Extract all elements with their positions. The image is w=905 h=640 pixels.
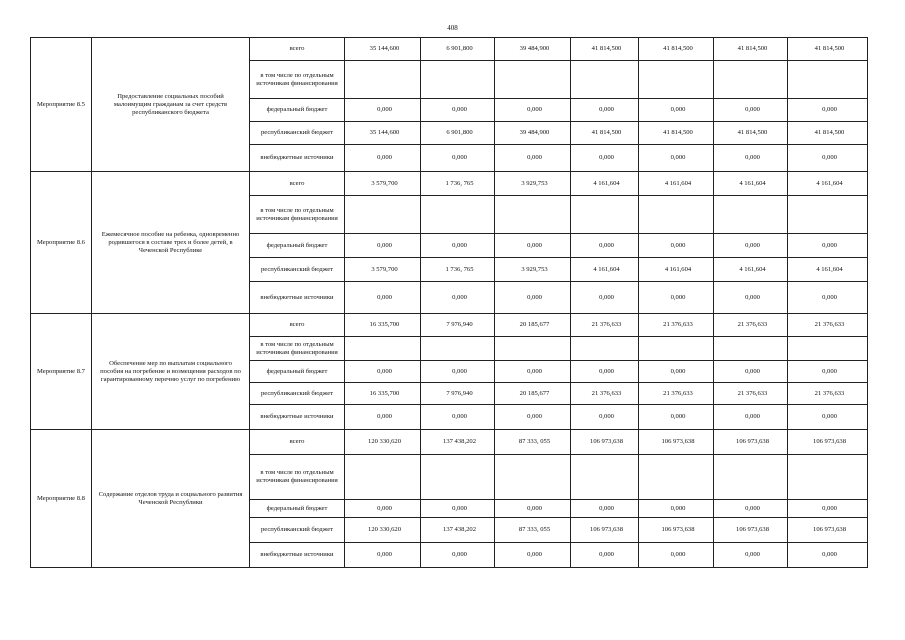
amount-cell: 0,000 [714, 405, 788, 430]
amount-cell [788, 196, 868, 234]
funding-source-label: в том числе по отдельным источникам финансирования [250, 61, 345, 99]
amount-cell: 106 973,638 [788, 430, 868, 455]
amount-cell: 87 333, 055 [495, 518, 571, 543]
amount-cell: 0,000 [639, 543, 714, 568]
funding-source-label: всего [250, 314, 345, 337]
total-row [31, 38, 868, 61]
amount-cell: 0,000 [421, 405, 495, 430]
amount-cell: 0,000 [421, 543, 495, 568]
amount-cell: 0,000 [345, 543, 421, 568]
amount-cell: 4 161,604 [639, 172, 714, 196]
amount-cell: 0,000 [495, 361, 571, 383]
funding-source-label: всего [250, 38, 345, 61]
amount-cell: 0,000 [571, 543, 639, 568]
amount-cell [421, 337, 495, 361]
funding-source-label: в том числе по отдельным источникам финансирования [250, 196, 345, 234]
amount-cell: 20 185,677 [495, 314, 571, 337]
amount-cell [788, 455, 868, 500]
amount-cell: 0,000 [571, 405, 639, 430]
amount-cell: 120 330,620 [345, 518, 421, 543]
funding-source-label: республиканский бюджет [250, 122, 345, 145]
amount-cell: 0,000 [421, 361, 495, 383]
amount-cell: 120 330,620 [345, 430, 421, 455]
total-row [31, 314, 868, 337]
amount-cell: 0,000 [788, 145, 868, 172]
amount-cell: 21 376,633 [788, 383, 868, 405]
amount-cell: 87 333, 055 [495, 430, 571, 455]
amount-cell: 0,000 [639, 145, 714, 172]
amount-cell: 41 814,500 [714, 38, 788, 61]
amount-cell: 16 335,700 [345, 314, 421, 337]
amount-cell: 6 901,800 [421, 38, 495, 61]
amount-cell: 0,000 [345, 282, 421, 314]
amount-cell: 21 376,633 [571, 314, 639, 337]
amount-cell: 0,000 [788, 282, 868, 314]
amount-cell: 106 973,638 [639, 518, 714, 543]
amount-cell: 41 814,500 [788, 122, 868, 145]
amount-cell: 0,000 [571, 99, 639, 122]
amount-cell: 35 144,600 [345, 38, 421, 61]
amount-cell: 0,000 [345, 500, 421, 518]
amount-cell [714, 61, 788, 99]
amount-cell: 0,000 [495, 282, 571, 314]
amount-cell: 41 814,500 [788, 38, 868, 61]
amount-cell: 0,000 [495, 234, 571, 258]
funding-source-label: в том числе по отдельным источникам финансирования [250, 455, 345, 500]
amount-cell: 1 736, 765 [421, 172, 495, 196]
amount-cell: 0,000 [421, 99, 495, 122]
amount-cell: 21 376,633 [639, 383, 714, 405]
funding-source-label: федеральный бюджет [250, 500, 345, 518]
amount-cell: 137 438,202 [421, 518, 495, 543]
measure-label: Мероприятие 8.5 [31, 38, 92, 172]
amount-cell [571, 337, 639, 361]
amount-cell: 16 335,700 [345, 383, 421, 405]
amount-cell: 0,000 [788, 405, 868, 430]
amount-cell [571, 196, 639, 234]
amount-cell: 0,000 [714, 145, 788, 172]
budget-table-body [31, 38, 868, 568]
amount-cell: 35 144,600 [345, 122, 421, 145]
funding-source-label: республиканский бюджет [250, 518, 345, 543]
amount-cell: 21 376,633 [788, 314, 868, 337]
amount-cell: 3 579,700 [345, 258, 421, 282]
amount-cell: 0,000 [495, 543, 571, 568]
amount-cell: 3 929,753 [495, 258, 571, 282]
amount-cell [345, 61, 421, 99]
amount-cell [345, 455, 421, 500]
amount-cell [495, 196, 571, 234]
amount-cell [571, 61, 639, 99]
amount-cell: 0,000 [639, 99, 714, 122]
amount-cell: 106 973,638 [714, 518, 788, 543]
amount-cell: 0,000 [788, 361, 868, 383]
amount-cell: 0,000 [788, 234, 868, 258]
funding-source-label: внебюджетные источники [250, 145, 345, 172]
amount-cell: 7 976,940 [421, 383, 495, 405]
funding-source-label: всего [250, 172, 345, 196]
budget-table [30, 37, 868, 568]
amount-cell: 106 973,638 [639, 430, 714, 455]
measure-description: Предоставление социальных пособий малоимущим гражданам за счет средств республиканского бюджета [92, 38, 250, 172]
amount-cell: 21 376,633 [571, 383, 639, 405]
amount-cell: 4 161,604 [714, 172, 788, 196]
amount-cell [714, 196, 788, 234]
amount-cell [345, 337, 421, 361]
amount-cell: 0,000 [421, 145, 495, 172]
amount-cell: 1 736, 765 [421, 258, 495, 282]
amount-cell: 0,000 [345, 99, 421, 122]
funding-source-label: республиканский бюджет [250, 383, 345, 405]
measure-label: Мероприятие 8.8 [31, 430, 92, 568]
amount-cell [788, 337, 868, 361]
amount-cell: 0,000 [639, 361, 714, 383]
amount-cell: 0,000 [714, 99, 788, 122]
amount-cell [421, 455, 495, 500]
amount-cell: 0,000 [495, 405, 571, 430]
amount-cell: 0,000 [495, 145, 571, 172]
amount-cell: 0,000 [714, 500, 788, 518]
amount-cell: 3 929,753 [495, 172, 571, 196]
amount-cell: 0,000 [714, 234, 788, 258]
amount-cell: 0,000 [714, 543, 788, 568]
amount-cell: 21 376,633 [714, 314, 788, 337]
funding-source-label: федеральный бюджет [250, 99, 345, 122]
amount-cell: 0,000 [571, 234, 639, 258]
amount-cell [495, 337, 571, 361]
amount-cell: 0,000 [571, 282, 639, 314]
amount-cell: 106 973,638 [788, 518, 868, 543]
funding-source-label: внебюджетные источники [250, 405, 345, 430]
amount-cell [639, 337, 714, 361]
amount-cell: 0,000 [495, 99, 571, 122]
funding-source-label: внебюджетные источники [250, 543, 345, 568]
amount-cell: 0,000 [421, 282, 495, 314]
amount-cell: 0,000 [788, 543, 868, 568]
funding-source-label: федеральный бюджет [250, 234, 345, 258]
amount-cell: 4 161,604 [571, 258, 639, 282]
amount-cell: 0,000 [345, 361, 421, 383]
amount-cell: 3 579,700 [345, 172, 421, 196]
amount-cell: 0,000 [639, 405, 714, 430]
amount-cell: 0,000 [788, 99, 868, 122]
amount-cell: 6 901,800 [421, 122, 495, 145]
amount-cell [639, 196, 714, 234]
amount-cell: 0,000 [571, 145, 639, 172]
amount-cell [495, 61, 571, 99]
amount-cell: 41 814,500 [714, 122, 788, 145]
amount-cell: 106 973,638 [571, 430, 639, 455]
amount-cell [421, 196, 495, 234]
amount-cell [714, 337, 788, 361]
measure-description: Обеспечение мер по выплатам социального пособия на погребение и возмещения расходов по гарантированному перечню услуг по погребению [92, 314, 250, 430]
amount-cell: 20 185,677 [495, 383, 571, 405]
amount-cell: 0,000 [421, 500, 495, 518]
amount-cell: 41 814,500 [571, 38, 639, 61]
amount-cell: 4 161,604 [788, 258, 868, 282]
amount-cell [345, 196, 421, 234]
amount-cell: 137 438,202 [421, 430, 495, 455]
amount-cell: 0,000 [345, 145, 421, 172]
measure-description: Ежемесячное пособие на ребенка, одновременно родившегося в составе трех и более детей, в Чеченской Республике [92, 172, 250, 314]
amount-cell: 106 973,638 [571, 518, 639, 543]
amount-cell: 41 814,500 [639, 38, 714, 61]
funding-source-label: федеральный бюджет [250, 361, 345, 383]
amount-cell: 4 161,604 [714, 258, 788, 282]
amount-cell [421, 61, 495, 99]
amount-cell: 106 973,638 [714, 430, 788, 455]
amount-cell: 39 484,900 [495, 38, 571, 61]
amount-cell: 0,000 [345, 405, 421, 430]
amount-cell: 0,000 [639, 234, 714, 258]
amount-cell: 0,000 [714, 361, 788, 383]
amount-cell [639, 455, 714, 500]
amount-cell: 41 814,500 [639, 122, 714, 145]
amount-cell: 0,000 [421, 234, 495, 258]
measure-label: Мероприятие 8.7 [31, 314, 92, 430]
amount-cell: 0,000 [788, 500, 868, 518]
measure-label: Мероприятие 8.6 [31, 172, 92, 314]
page-number: 408 [447, 24, 458, 32]
amount-cell: 7 976,940 [421, 314, 495, 337]
funding-source-label: республиканский бюджет [250, 258, 345, 282]
amount-cell [495, 455, 571, 500]
amount-cell: 21 376,633 [639, 314, 714, 337]
total-row [31, 430, 868, 455]
funding-source-label: в том числе по отдельным источникам финансирования [250, 337, 345, 361]
measure-description: Содержание отделов труда и социального развития Чеченской Республики [92, 430, 250, 568]
amount-cell [714, 455, 788, 500]
amount-cell [639, 61, 714, 99]
amount-cell: 4 161,604 [639, 258, 714, 282]
amount-cell: 0,000 [571, 500, 639, 518]
amount-cell: 21 376,633 [714, 383, 788, 405]
amount-cell: 0,000 [714, 282, 788, 314]
amount-cell: 4 161,604 [571, 172, 639, 196]
funding-source-label: внебюджетные источники [250, 282, 345, 314]
funding-source-label: всего [250, 430, 345, 455]
amount-cell: 4 161,604 [788, 172, 868, 196]
amount-cell [788, 61, 868, 99]
amount-cell: 0,000 [495, 500, 571, 518]
total-row [31, 172, 868, 196]
amount-cell [571, 455, 639, 500]
amount-cell: 0,000 [345, 234, 421, 258]
amount-cell: 0,000 [639, 500, 714, 518]
amount-cell: 0,000 [571, 361, 639, 383]
amount-cell: 41 814,500 [571, 122, 639, 145]
amount-cell: 0,000 [639, 282, 714, 314]
amount-cell: 39 484,900 [495, 122, 571, 145]
